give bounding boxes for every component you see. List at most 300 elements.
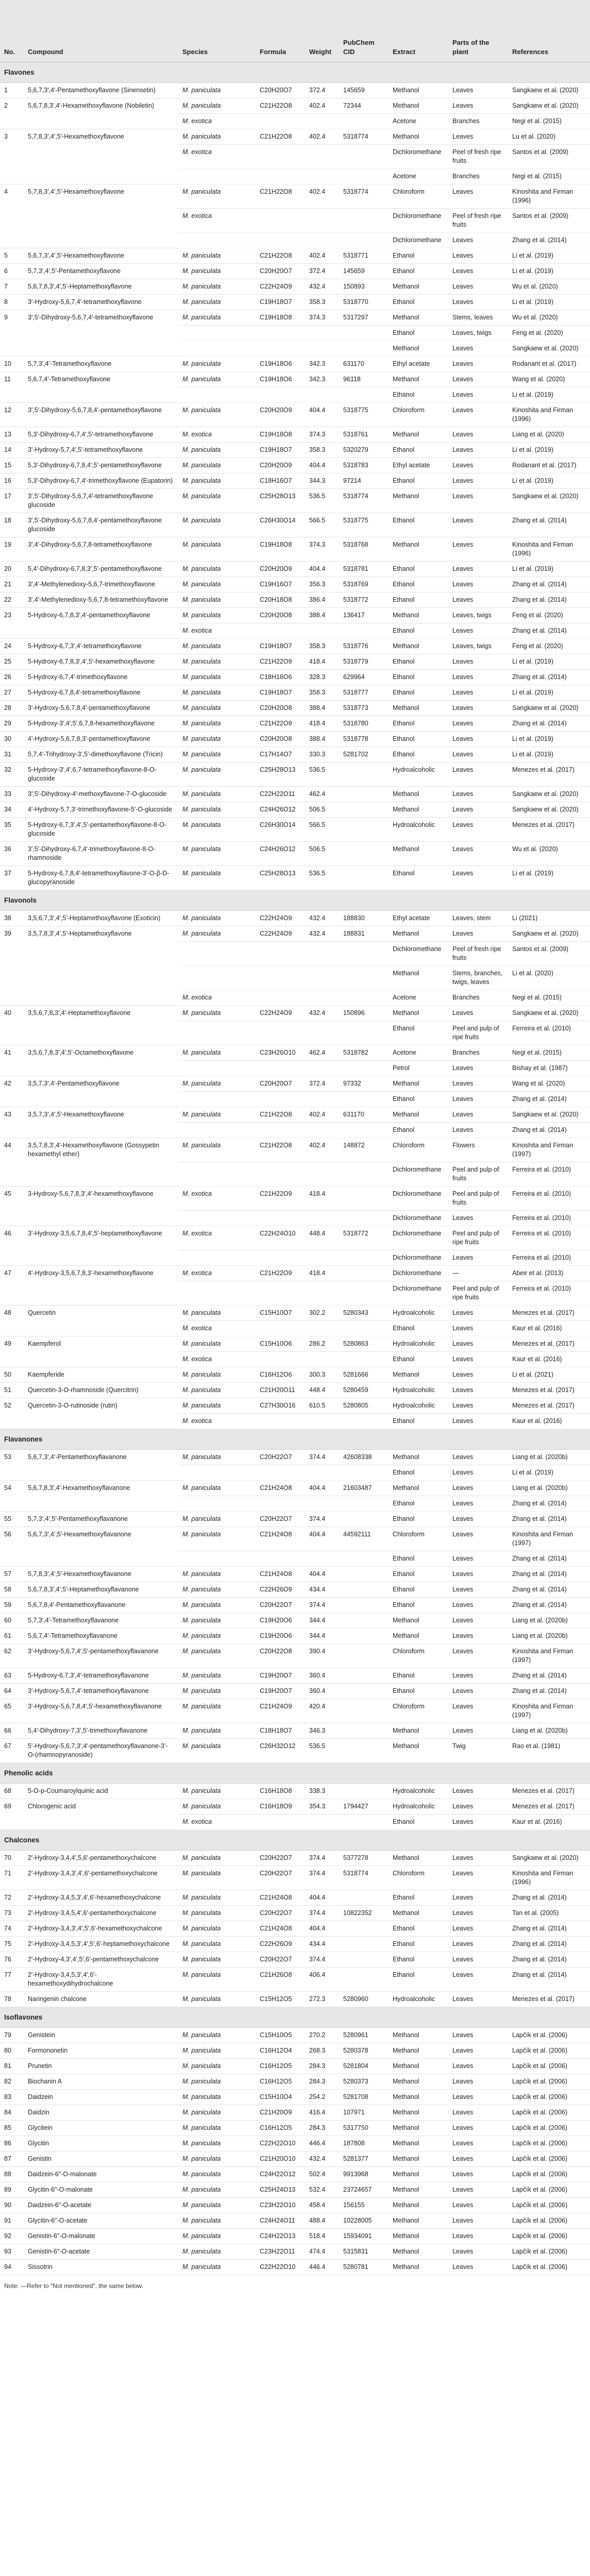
cell-no: 33: [0, 786, 24, 802]
cell-reference: Kaur et al. (2016): [508, 1814, 590, 1829]
cell-parts: Leaves: [448, 2166, 508, 2182]
cell-no: 1: [0, 82, 24, 98]
cell-weight: 388.4: [305, 700, 339, 716]
table-row: [0, 1783, 590, 1799]
cell-formula: [256, 1281, 305, 1305]
cell-reference: Zhang et al. (2014): [508, 577, 590, 592]
header-pubchem-cid: PubChem CID: [339, 0, 389, 62]
cell-formula: C19H18O7: [256, 638, 305, 654]
cell-formula: C21H24O8: [256, 1890, 305, 1905]
cell-weight: 536.5: [305, 1738, 339, 1762]
cell-weight: 354.3: [305, 1799, 339, 1814]
cell-parts: Leaves: [448, 513, 508, 537]
header-references: References: [508, 0, 590, 62]
cell-compound: Genistin-6″-O-acetate: [24, 2244, 178, 2259]
cell-formula: [256, 208, 305, 232]
cell-weight: 300.3: [305, 1367, 339, 1382]
cell-species: M. paniculata: [178, 762, 256, 786]
cell-pubchem-cid: 5318769: [339, 577, 389, 592]
cell-extract: Methanol: [389, 1107, 448, 1122]
cell-reference: Menezes et al. (2017): [508, 762, 590, 786]
cell-formula: [256, 941, 305, 965]
cell-pubchem-cid: [339, 965, 389, 990]
cell-species: M. paniculata: [178, 1367, 256, 1382]
cell-reference: Lapčík et al. (2006): [508, 2166, 590, 2182]
cell-extract: Ethanol: [389, 685, 448, 700]
cell-weight: [305, 965, 339, 990]
cell-reference: Wang et al. (2020): [508, 371, 590, 387]
table-row: [0, 2244, 590, 2259]
cell-species: M. paniculata: [178, 866, 256, 890]
cell-weight: 488.4: [305, 2213, 339, 2228]
cell-formula: C23H22O10: [256, 2197, 305, 2213]
cell-extract: Dichloromethane: [389, 1186, 448, 1210]
cell-pubchem-cid: 629964: [339, 669, 389, 685]
cell-reference: Lapčík et al. (2006): [508, 2043, 590, 2058]
cell-compound: 5,7,3′,4′,5′-Pentamethoxyflavanone: [24, 1511, 178, 1527]
cell-compound: 5,6,7,4′-Tetramethoxyflavanone: [24, 1628, 178, 1643]
cell-extract: Ethanol: [389, 623, 448, 638]
cell-reference: Li et al. (2019): [508, 294, 590, 310]
cell-formula: C16H12O5: [256, 2120, 305, 2136]
cell-pubchem-cid: 187808: [339, 2136, 389, 2151]
cell-extract: Ethanol: [389, 513, 448, 537]
cell-formula: C21H20O10: [256, 2151, 305, 2166]
cell-no: 82: [0, 2074, 24, 2089]
cell-reference: Li et al. (2019): [508, 866, 590, 890]
cell-no: 84: [0, 2105, 24, 2120]
cell-weight: 374.4: [305, 1866, 339, 1890]
cell-extract: Methanol: [389, 638, 448, 654]
cell-extract: Dichloromethane: [389, 1162, 448, 1186]
cell-reference: Liang et al. (2020b): [508, 1723, 590, 1738]
section-header-row: [0, 2007, 590, 2027]
cell-extract: Hydroalcoholic: [389, 1336, 448, 1351]
cell-no: 4: [0, 184, 24, 248]
cell-pubchem-cid: 5280343: [339, 1305, 389, 1320]
cell-formula: C16H12O5: [256, 2074, 305, 2089]
cell-no: 36: [0, 841, 24, 866]
cell-reference: Kinoshita and Firman (1996): [508, 537, 590, 561]
cell-pubchem-cid: 150896: [339, 1005, 389, 1021]
table-row: [0, 1005, 590, 1021]
cell-no: 37: [0, 866, 24, 890]
cell-weight: 474.4: [305, 2244, 339, 2259]
cell-species: M. paniculata: [178, 700, 256, 716]
cell-reference: Bishay et al. (1987): [508, 1060, 590, 1076]
cell-formula: [256, 1814, 305, 1829]
cell-no: 7: [0, 279, 24, 294]
cell-no: 54: [0, 1480, 24, 1511]
table-row: [0, 669, 590, 685]
cell-compound: 2′-Hydroxy-3,4,5,4′,6′-pentamethoxychalcone: [24, 1905, 178, 1921]
cell-parts: Leaves: [448, 1921, 508, 1936]
cell-compound: 5-Hydroxy-3′,4′,5′,6,7,8-hexamethoxyflavone: [24, 716, 178, 731]
cell-parts: Peel and pulp of ripe fruits: [448, 1021, 508, 1045]
cell-no: 5: [0, 248, 24, 263]
cell-formula: [256, 965, 305, 990]
cell-reference: Ferreira et al. (2010): [508, 1250, 590, 1265]
cell-extract: Methanol: [389, 2105, 448, 2120]
cell-extract: Acetone: [389, 168, 448, 184]
cell-reference: Lapčík et al. (2006): [508, 2259, 590, 2275]
cell-extract: Dichloromethane: [389, 1210, 448, 1226]
table-row: [0, 1398, 590, 1413]
cell-parts: Leaves: [448, 841, 508, 866]
table-row: [0, 1723, 590, 1738]
cell-reference: Lapčík et al. (2006): [508, 2213, 590, 2228]
cell-weight: 418.4: [305, 1265, 339, 1281]
cell-reference: Wang et al. (2020): [508, 1076, 590, 1091]
cell-reference: Zhang et al. (2014): [508, 1921, 590, 1936]
table-row: [0, 1045, 590, 1060]
cell-pubchem-cid: 5318776: [339, 638, 389, 654]
cell-weight: 356.3: [305, 577, 339, 592]
cell-parts: Leaves: [448, 2089, 508, 2105]
cell-no: 53: [0, 1449, 24, 1480]
cell-formula: C19H18O8: [256, 427, 305, 442]
cell-species: M. paniculata: [178, 654, 256, 669]
cell-weight: 518.4: [305, 2228, 339, 2244]
cell-no: 44: [0, 1138, 24, 1186]
cell-compound: 5,7,4′-Trihydroxy-3′,5′-dimethoxyflavone (Tricin): [24, 747, 178, 762]
cell-formula: [256, 1496, 305, 1511]
cell-extract: Ethanol: [389, 747, 448, 762]
cell-pubchem-cid: 631170: [339, 356, 389, 371]
table-row: [0, 1382, 590, 1398]
cell-parts: Leaves: [448, 279, 508, 294]
cell-compound: 3′-Hydroxy-3,5,6,7,8,4′,5′-heptamethoxyflavone: [24, 1226, 178, 1265]
cell-no: 80: [0, 2043, 24, 2058]
cell-parts: Peel of fresh ripe fruits: [448, 208, 508, 232]
cell-weight: [305, 1351, 339, 1367]
cell-formula: C24H26O12: [256, 802, 305, 817]
cell-compound: 3-Hydroxy-5,6,7,8,3′,4′-hexamethoxyflavone: [24, 1186, 178, 1226]
cell-parts: Leaves: [448, 1850, 508, 1866]
cell-reference: Ferreira et al. (2010): [508, 1162, 590, 1186]
cell-no: 56: [0, 1527, 24, 1566]
cell-formula: [256, 1413, 305, 1429]
cell-no: 22: [0, 592, 24, 607]
cell-species: M. paniculata: [178, 577, 256, 592]
cell-parts: Leaves: [448, 1480, 508, 1496]
cell-species: [178, 1210, 256, 1226]
cell-reference: Zhang et al. (2014): [508, 623, 590, 638]
cell-compound: 2′-Hydroxy-3,4,5,3′,4′,6′-hexamethoxychalcone: [24, 1890, 178, 1905]
cell-weight: 388.4: [305, 607, 339, 623]
cell-no: 39: [0, 926, 24, 1005]
cell-species: M. paniculata: [178, 685, 256, 700]
cell-no: 31: [0, 747, 24, 762]
cell-species: [178, 1162, 256, 1186]
cell-reference: Kaur et al. (2016): [508, 1320, 590, 1336]
cell-no: 49: [0, 1336, 24, 1367]
cell-compound: 3,5,7,8,3′,4′-Hexamethoxyflavone (Gossypetin hexamethyl ether): [24, 1138, 178, 1186]
cell-parts: —: [448, 1265, 508, 1281]
cell-no: 38: [0, 910, 24, 926]
cell-parts: Leaves: [448, 1967, 508, 1991]
cell-parts: Leaves: [448, 442, 508, 457]
cell-pubchem-cid: [339, 1186, 389, 1210]
table-row: [0, 1967, 590, 1991]
table-footnote: Note: —Refer to "Not mentioned", the same below.: [4, 2282, 143, 2290]
cell-reference: Li et al. (2019): [508, 561, 590, 577]
cell-no: 64: [0, 1683, 24, 1699]
cell-parts: Leaves: [448, 263, 508, 279]
cell-reference: Wu et al. (2020): [508, 841, 590, 866]
cell-weight: 344.4: [305, 1628, 339, 1643]
cell-species: M. paniculata: [178, 1850, 256, 1866]
cell-pubchem-cid: 5318780: [339, 716, 389, 731]
cell-compound: 3′-Hydroxy-5,6,7,8,4′,5′-hexamethoxyflavanone: [24, 1699, 178, 1723]
cell-extract: Ethanol: [389, 1814, 448, 1829]
cell-compound: 3′,4′-Dihydroxy-5,6,7,8-tetramethoxyflavone: [24, 537, 178, 561]
cell-extract: Dichloromethane: [389, 208, 448, 232]
cell-extract: Ethyl acetate: [389, 910, 448, 926]
cell-species: M. paniculata: [178, 442, 256, 457]
table-row: [0, 700, 590, 716]
table-row: [0, 1527, 590, 1551]
cell-extract: Ethanol: [389, 866, 448, 890]
cell-no: 68: [0, 1783, 24, 1799]
cell-parts: Leaves: [448, 2105, 508, 2120]
cell-formula: C23H22O11: [256, 2244, 305, 2259]
cell-pubchem-cid: 188831: [339, 926, 389, 941]
header-extract: Extract: [389, 0, 448, 62]
cell-formula: C26H30O14: [256, 817, 305, 841]
cell-pubchem-cid: [339, 1351, 389, 1367]
cell-compound: Prunetin: [24, 2058, 178, 2074]
table-row: [0, 1799, 590, 1814]
cell-reference: Menezes et al. (2017): [508, 1783, 590, 1799]
cell-parts: Leaves: [448, 1799, 508, 1814]
cell-weight: 346.3: [305, 1723, 339, 1738]
cell-compound: Chlorogenic acid: [24, 1799, 178, 1829]
cell-extract: Methanol: [389, 700, 448, 716]
cell-formula: [256, 623, 305, 638]
cell-no: 3: [0, 129, 24, 184]
cell-parts: Twig: [448, 1738, 508, 1762]
cell-formula: C15H10O7: [256, 1305, 305, 1320]
table-row: [0, 747, 590, 762]
cell-species: M. paniculata: [178, 1613, 256, 1628]
table-row: [0, 371, 590, 387]
cell-compound: 3,5,7,8,3′,4′,5′-Heptamethoxyflavone: [24, 926, 178, 1005]
cell-pubchem-cid: 5281666: [339, 1367, 389, 1382]
cell-pubchem-cid: 5318761: [339, 427, 389, 442]
cell-weight: 448.4: [305, 1382, 339, 1398]
cell-reference: Rodanant et al. (2017): [508, 457, 590, 473]
table-row: [0, 802, 590, 817]
cell-weight: 374.3: [305, 427, 339, 442]
table-row: [0, 1566, 590, 1582]
cell-no: 9: [0, 310, 24, 356]
cell-species: M. paniculata: [178, 457, 256, 473]
cell-weight: 272.3: [305, 1991, 339, 2007]
cell-reference: Negi et al. (2015): [508, 168, 590, 184]
table-row: [0, 1936, 590, 1952]
cell-pubchem-cid: 5280459: [339, 1382, 389, 1398]
cell-parts: Leaves: [448, 2043, 508, 2058]
cell-species: M. paniculata: [178, 561, 256, 577]
section-title: Chalcones: [0, 1829, 590, 1850]
cell-species: M. paniculata: [178, 1783, 256, 1799]
cell-weight: 402.4: [305, 1138, 339, 1162]
cell-species: [178, 1496, 256, 1511]
cell-parts: Leaves: [448, 2213, 508, 2228]
cell-compound: 5,3′-Dihydroxy-6,7,4′,5′-tetramethoxyflavone: [24, 427, 178, 442]
cell-species: M. paniculata: [178, 786, 256, 802]
cell-extract: Chloroform: [389, 1138, 448, 1162]
cell-species: M. exotica: [178, 990, 256, 1005]
table-row: [0, 685, 590, 700]
cell-pubchem-cid: [339, 623, 389, 638]
header-no: No.: [0, 0, 24, 62]
cell-parts: Leaves: [448, 488, 508, 513]
cell-reference: Lapčík et al. (2006): [508, 2089, 590, 2105]
cell-reference: Kinoshita and Firman (1997): [508, 1643, 590, 1668]
cell-formula: C19H20O6: [256, 1628, 305, 1643]
cell-pubchem-cid: [339, 1465, 389, 1480]
cell-reference: Abeir et al. (2013): [508, 1265, 590, 1281]
cell-reference: Zhang et al. (2014): [508, 1936, 590, 1952]
cell-pubchem-cid: 9913968: [339, 2166, 389, 2182]
cell-species: M. paniculata: [178, 98, 256, 113]
table-row: [0, 1597, 590, 1613]
cell-extract: Hydroalcoholic: [389, 1305, 448, 1320]
cell-species: M. paniculata: [178, 184, 256, 208]
cell-reference: Kaur et al. (2016): [508, 1413, 590, 1429]
cell-weight: [305, 1496, 339, 1511]
cell-species: M. paniculata: [178, 2151, 256, 2166]
cell-parts: Leaves: [448, 1613, 508, 1628]
cell-compound: Glycitein: [24, 2120, 178, 2136]
cell-species: M. paniculata: [178, 1305, 256, 1320]
cell-pubchem-cid: 5318772: [339, 592, 389, 607]
cell-weight: 536.5: [305, 488, 339, 513]
cell-no: 34: [0, 802, 24, 817]
cell-parts: Leaves: [448, 1527, 508, 1551]
cell-formula: C21H22O9: [256, 654, 305, 669]
cell-parts: Leaves: [448, 1668, 508, 1683]
cell-pubchem-cid: [339, 1668, 389, 1683]
cell-formula: [256, 1351, 305, 1367]
cell-no: 61: [0, 1628, 24, 1643]
cell-parts: Branches: [448, 1045, 508, 1060]
cell-extract: Ethanol: [389, 263, 448, 279]
cell-compound: 4′-Hydroxy-3,5,6,7,8,3′-hexamethoxyflavone: [24, 1265, 178, 1305]
cell-extract: Ethanol: [389, 592, 448, 607]
cell-compound: Naringenin chalcone: [24, 1991, 178, 2007]
cell-compound: 5,7,3′,4′-Tetramethoxyflavone: [24, 356, 178, 371]
cell-compound: 5′-Hydroxy-5,6,7,3′,4′-pentamethoxyflavanone-3′-O-(rhamnopyranoside): [24, 1738, 178, 1762]
table-row: [0, 2259, 590, 2275]
cell-extract: Dichloromethane: [389, 941, 448, 965]
cell-extract: Ethanol: [389, 1668, 448, 1683]
cell-reference: Li et al. (2019): [508, 387, 590, 402]
table-row: [0, 1076, 590, 1091]
cell-extract: Methanol: [389, 926, 448, 941]
cell-species: M. paniculata: [178, 802, 256, 817]
cell-pubchem-cid: 631170: [339, 1107, 389, 1122]
cell-weight: [305, 325, 339, 341]
cell-species: [178, 965, 256, 990]
cell-reference: Sangkaew et al. (2020): [508, 802, 590, 817]
cell-extract: Ethanol: [389, 1413, 448, 1429]
cell-pubchem-cid: 5281377: [339, 2151, 389, 2166]
cell-parts: Leaves: [448, 669, 508, 685]
cell-compound: 5-Hydroxy-6,7,4′-trimethoxyflavone: [24, 669, 178, 685]
cell-weight: [305, 1250, 339, 1265]
cell-formula: C22H24O9: [256, 926, 305, 941]
table-row: [0, 2166, 590, 2182]
cell-weight: [305, 1551, 339, 1566]
cell-extract: Chloroform: [389, 402, 448, 427]
table-row: [0, 457, 590, 473]
table-row: [0, 1952, 590, 1967]
cell-parts: Leaves: [448, 2228, 508, 2244]
section-title: Flavonols: [0, 890, 590, 910]
cell-weight: [305, 1320, 339, 1336]
cell-formula: C24H22O12: [256, 2166, 305, 2182]
cell-reference: Menezes et al. (2017): [508, 817, 590, 841]
cell-formula: C16H18O9: [256, 1799, 305, 1814]
cell-formula: C21H22O9: [256, 1186, 305, 1210]
cell-pubchem-cid: 5281702: [339, 747, 389, 762]
cell-species: M. paniculata: [178, 2166, 256, 2182]
cell-reference: Zhang et al. (2014): [508, 1566, 590, 1582]
table-row: [0, 1613, 590, 1628]
cell-parts: Flowers: [448, 1138, 508, 1162]
cell-parts: Leaves: [448, 387, 508, 402]
cell-species: M. paniculata: [178, 1738, 256, 1762]
cell-compound: 5-Hydroxy-6,7,8,4′-tetramethoxyflavone: [24, 685, 178, 700]
cell-species: M. paniculata: [178, 607, 256, 623]
cell-extract: Methanol: [389, 1628, 448, 1643]
cell-parts: Leaves: [448, 1566, 508, 1582]
cell-compound: 5,6,7,3′,4′-Pentamethoxyflavanone: [24, 1449, 178, 1480]
cell-species: M. paniculata: [178, 537, 256, 561]
cell-pubchem-cid: 15934091: [339, 2228, 389, 2244]
cell-formula: C22H24O10: [256, 1226, 305, 1250]
cell-pubchem-cid: 1794427: [339, 1799, 389, 1814]
table-row: [0, 2105, 590, 2120]
cell-formula: C20H20O7: [256, 1076, 305, 1091]
cell-extract: Ethanol: [389, 1320, 448, 1336]
cell-formula: C25H24O13: [256, 2182, 305, 2197]
cell-extract: Methanol: [389, 427, 448, 442]
cell-species: M. paniculata: [178, 1921, 256, 1936]
cell-compound: Quercetin-3-O-rutinoside (rutin): [24, 1398, 178, 1429]
cell-species: M. paniculata: [178, 638, 256, 654]
cell-parts: Leaves: [448, 700, 508, 716]
cell-species: M. paniculata: [178, 1336, 256, 1351]
cell-compound: Quercetin-3-O-rhamnoside (Quercitrin): [24, 1382, 178, 1398]
cell-formula: C22H24O9: [256, 910, 305, 926]
cell-reference: Kinoshita and Firman (1997): [508, 1138, 590, 1162]
table-row: [0, 1138, 590, 1162]
cell-parts: Peel and pulp of ripe fruits: [448, 1281, 508, 1305]
cell-parts: Leaves: [448, 1449, 508, 1465]
cell-no: 88: [0, 2166, 24, 2182]
cell-compound: 3,5,6,7,8,3′,4′-Heptamethoxyflavone: [24, 1005, 178, 1045]
table-row: [0, 294, 590, 310]
cell-parts: Leaves: [448, 1060, 508, 1076]
cell-no: 24: [0, 638, 24, 654]
cell-formula: C21H24O8: [256, 1480, 305, 1496]
cell-formula: [256, 990, 305, 1005]
cell-extract: Dichloromethane: [389, 144, 448, 168]
